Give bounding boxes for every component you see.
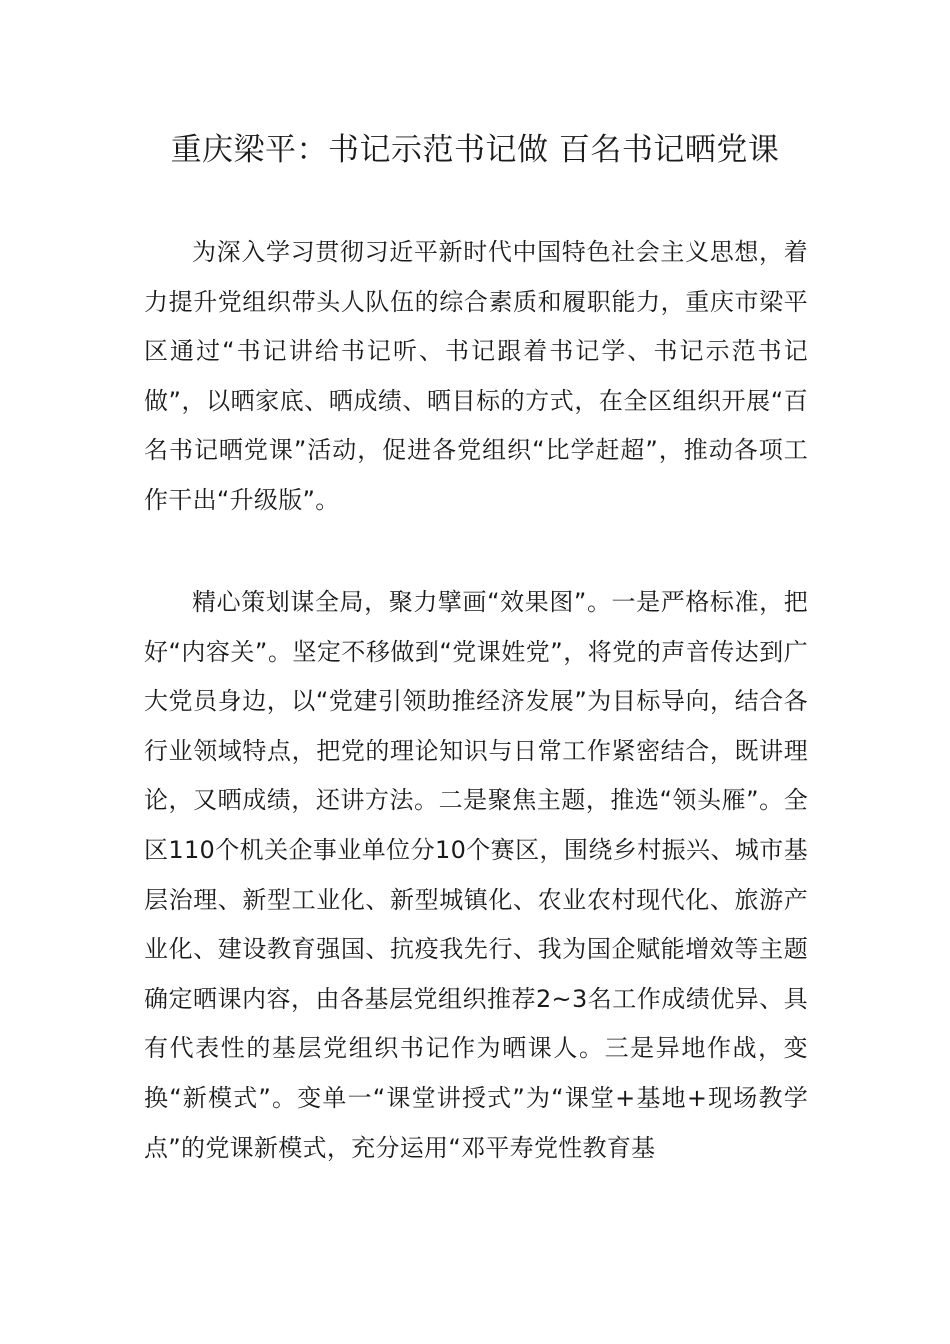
body-paragraph: 为深入学习贯彻习近平新时代中国特色社会主义思想，着力提升党组织带头人队伍的综合素质和履职能力，重庆市梁平区通过“书记讲给书记听、书记跟着书记学、书记示范书记做”，以晒家底、晒成绩、晒目标的方式，在全区组织开展“百名书记晒党课”活动，促进各党组织“比学赶超”，推动各项工作干出“升级版”。 <box>144 238 808 514</box>
body-paragraph: 精心策划谋全局，聚力擘画“效果图”。一是严格标准，把好“内容关”。坚定不移做到“党课姓党”，将党的声音传达到广大党员身边，以“党建引领助推经济发展”为目标导向，结合各行业领域特点，把党的理论知识与日常工作紧密结合，既讲理论，又晒成绩，还讲方法。二是聚焦主题，推选“领头雁”。全区110个机关企事业单位分10个赛区，围绕乡村振兴、城市基层治理、新型工业化、新型城镇化、农业农村现代化、旅游产业化、建设教育强国、抗疫我先行、我为国企赋能增效等主题确定晒课内容，由各基层党组织推荐2~3名工作成绩优异、具有代表性的基层党组织书记作为晒课人。三是异地作战，变换“新模式”。变单一“课堂讲授式”为“课堂+基地+现场教学点”的党课新模式，充分运用“邓平寿党性教育基 <box>144 588 808 1162</box>
document-title: 重庆梁平：书记示范书记做 百名书记晒党课 <box>170 132 780 168</box>
